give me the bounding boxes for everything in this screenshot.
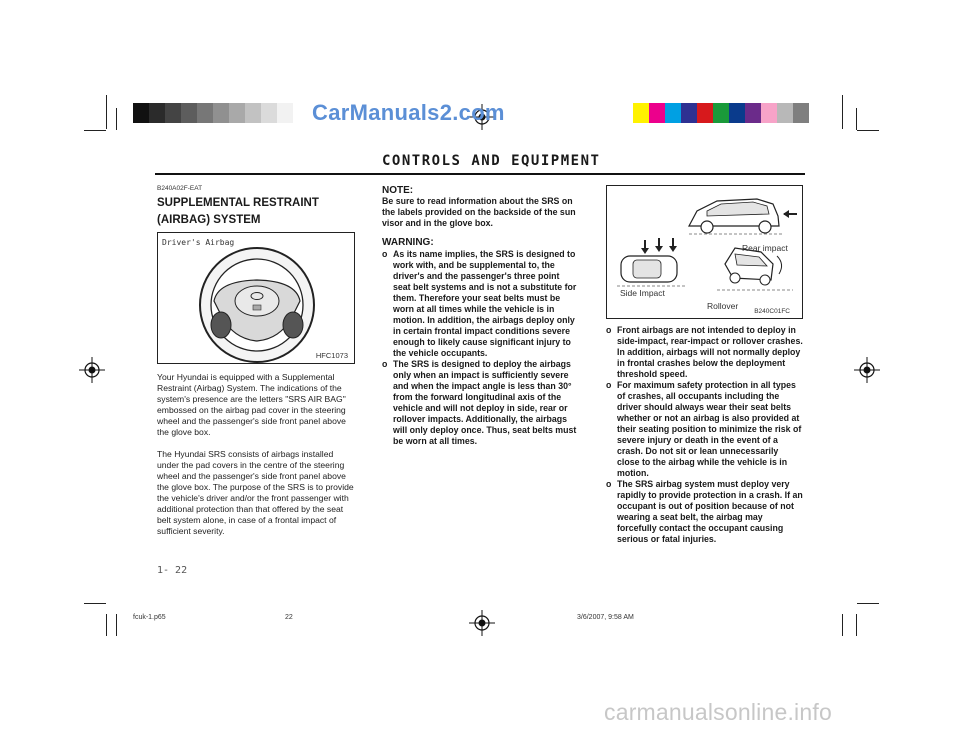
color-swatch	[165, 103, 181, 123]
info-bullet	[606, 325, 803, 380]
description-paragraph: The Hyundai SRS consists of airbags installed under the pad covers in the centre of the steering wheel and the passenger's side front panel above the glove box. The purpose of the SRS is to provide the vehicle's driver and/or the front passenger with additional protection than that offered by the seat belt system alone, in case of a frontal impact of sufficient severity.	[157, 449, 354, 536]
figure-caption: HFC1073	[315, 351, 348, 360]
color-swatch	[745, 103, 761, 123]
registration-mark-icon	[854, 357, 880, 383]
bullet-marker: o	[606, 380, 612, 390]
color-swatch	[197, 103, 213, 123]
intro-paragraph: Your Hyundai is equipped with a Supplemental Restraint (Airbag) System. The indications of the system's presence are the letters "SRS AIR BAG" embossed on the airbag pad cover in the steering wheel and the passenger's side front panel above the glove box.	[157, 372, 346, 437]
color-swatch	[729, 103, 745, 123]
info-bullet	[606, 380, 803, 479]
crop-mark	[856, 108, 857, 130]
rollover-car-icon	[717, 248, 793, 290]
color-swatch	[633, 103, 649, 123]
column-right	[606, 185, 803, 545]
bullet-marker: o	[382, 249, 388, 259]
warning-heading: WARNING:	[382, 237, 434, 248]
info-bullet	[606, 479, 803, 545]
section-code: B240A02F-EAT	[157, 185, 203, 192]
color-swatch	[181, 103, 197, 123]
registration-mark-icon	[469, 610, 495, 636]
warning-bullet-text: The SRS is designed to deploy the airbags only when an impact is sufficiently severe and when the impact angle is less than 30° from the forward longitudinal axis of the vehicle and will not deploy in side, rear or rollover impacts. Additionally, the airbags will only deploy once. Thus, seat belts must be worn at all times.	[393, 359, 577, 446]
crop-mark	[857, 603, 879, 604]
steering-wheel-icon	[158, 233, 356, 365]
figure-label: Driver's Airbag	[162, 238, 235, 247]
watermark-top: CarManuals2.com	[312, 100, 505, 125]
crop-mark	[857, 130, 879, 131]
column-middle	[382, 185, 579, 447]
section-title: SUPPLEMENTAL RESTRAINT (AIRBAG) SYSTEM	[157, 197, 319, 226]
color-swatch	[213, 103, 229, 123]
color-swatch	[713, 103, 729, 123]
color-swatch	[133, 103, 149, 123]
bullet-marker: o	[606, 325, 612, 335]
drivers-airbag-figure	[157, 232, 355, 364]
color-swatch	[649, 103, 665, 123]
column-left	[157, 185, 355, 537]
registration-mark-icon	[79, 357, 105, 383]
color-calibration-bar	[633, 103, 809, 123]
side-impact-arrows-icon	[641, 238, 677, 254]
info-bullet-text: For maximum safety protection in all types of crashes, all occupants including the driver should always wear their seat belts whether or not an airbag is also provided at their seating position to minimize the risk of severe injury or death in the event of a crash. Do not sit or lean unnecessarily close to the airbag while the vehicle is in motion.	[617, 380, 802, 478]
warning-bullet	[382, 249, 579, 359]
footer-filename: fcuk-1.p65	[133, 614, 166, 621]
watermark-bottom: carmanualsonline.info	[604, 699, 832, 725]
figure-caption: B240C01FC	[754, 308, 790, 315]
rear-impact-car-icon	[689, 199, 797, 234]
gray-calibration-bar	[133, 103, 293, 123]
footer-page: 22	[285, 614, 293, 621]
warning-bullet-text: As its name implies, the SRS is designed to work with, and be supplemental to, the driver's and the passenger's three point seat belt systems and is not a substitute for them. Therefore your seat belts must be worn at all times while the vehicle is in motion. In addition, the airbags deploy only in certain frontal impact conditions severe enough to likely cause significant injury to the vehicle occupants.	[393, 249, 577, 358]
color-swatch	[277, 103, 293, 123]
crop-mark	[106, 614, 107, 636]
color-swatch	[149, 103, 165, 123]
rollover-label: Rollover	[707, 301, 739, 311]
color-swatch	[261, 103, 277, 123]
side-impact-car-icon	[617, 256, 685, 286]
impact-types-illustration	[607, 186, 804, 320]
note-heading: NOTE:	[382, 185, 414, 196]
info-bullet-text: Front airbags are not intended to deploy in side-impact, rear-impact or rollover crashes. In addition, airbags will not normally deploy in frontal crashes below the deployment threshold speed.	[617, 325, 803, 379]
color-swatch	[697, 103, 713, 123]
crop-mark	[842, 614, 843, 636]
color-swatch	[245, 103, 261, 123]
warning-bullet	[382, 359, 579, 447]
color-swatch	[665, 103, 681, 123]
color-swatch	[777, 103, 793, 123]
page-number: 1- 22	[157, 565, 188, 576]
crop-mark	[84, 603, 106, 604]
side-impact-label: Side Impact	[620, 288, 665, 298]
color-swatch	[681, 103, 697, 123]
color-swatch	[229, 103, 245, 123]
note-text: Be sure to read information about the SRS on the labels provided on the backside of the sun visor and in the glove box.	[382, 196, 576, 228]
header-rule	[155, 173, 805, 175]
crop-mark	[842, 95, 843, 129]
crop-mark	[116, 108, 117, 130]
crop-mark	[84, 130, 106, 131]
color-swatch	[761, 103, 777, 123]
crop-mark	[856, 614, 857, 636]
impact-types-figure	[606, 185, 803, 319]
crop-mark	[116, 614, 117, 636]
bullet-marker: o	[606, 479, 612, 489]
info-bullets	[606, 325, 803, 545]
footer-date: 3/6/2007, 9:58 AM	[577, 614, 634, 621]
page-header: CONTROLS AND EQUIPMENT	[382, 153, 601, 169]
color-swatch	[793, 103, 809, 123]
rear-impact-label: Rear impact	[742, 243, 788, 253]
bullet-marker: o	[382, 359, 388, 369]
crop-mark	[106, 95, 107, 129]
info-bullet-text: The SRS airbag system must deploy very rapidly to provide protection in a crash. If an occupant is out of position because of not wearing a seat belt, the airbag may forcefully contact the occupant causing serious or fatal injuries.	[617, 479, 803, 544]
